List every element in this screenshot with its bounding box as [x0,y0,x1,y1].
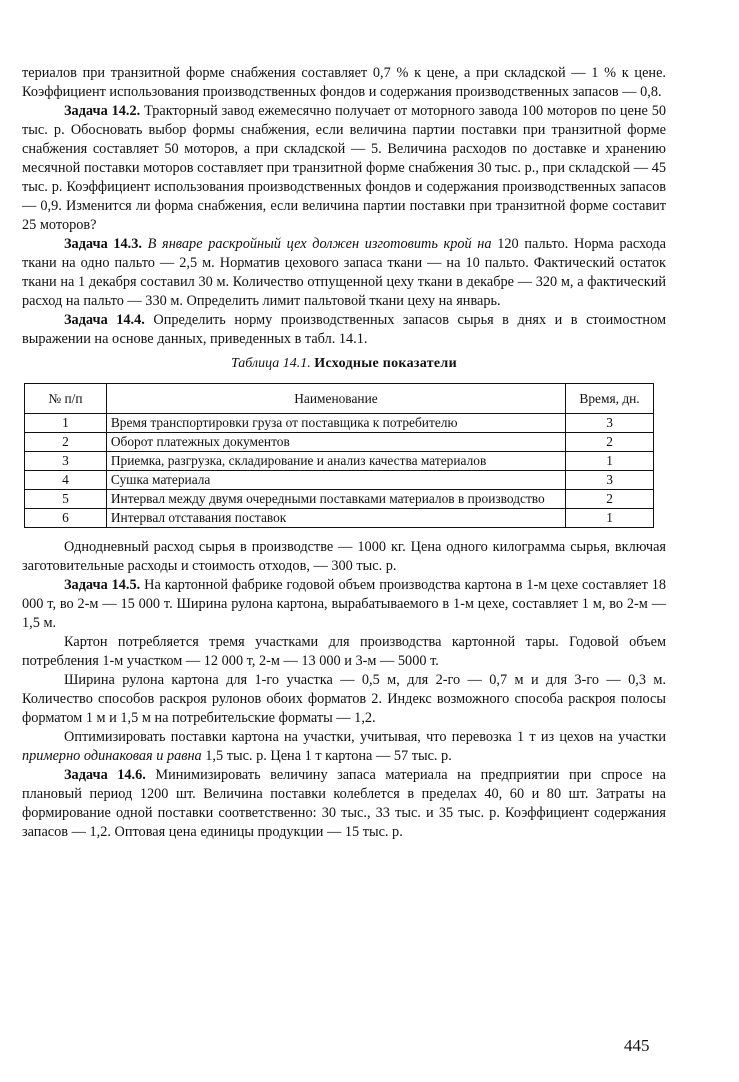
problem-label: Задача 14.4. [64,312,145,328]
problem-text: Минимизировать величину запаса материала на предприятии при спросе на плановый период 1200 шт. Величина поставки колеблется в пределах 40, 60 и 80 шт. Затраты на формирование одной поставки соответственно: 30 тыс., 33 тыс. и 35 тыс. р. Коэффициент содержания запасов — 1,2. Оптовая цена единицы продукции — 15 тыс. р. [22,767,666,840]
table-row [25,452,654,471]
table-row [25,490,654,509]
problem-14-5 [22,576,666,633]
cell-name: Интервал между двумя очередными поставками материалов в производство [106,490,565,509]
table-header-row [25,384,654,414]
cell-num: 2 [25,433,107,452]
problem-text: На картонной фабрике годовой объем производства картона в 1-м цехе составляет 18 000 т, во 2-м — 15 000 т. Ширина рулона картона, вырабатываемого в 1-м цехе, составляет 1 м, во 2-м — 1,5 м. [22,577,667,631]
problem-14-2 [22,102,666,235]
cell-time: 2 [566,490,654,509]
problem-text: 120 пальто. Норма расхода ткани на одно пальто — 2,5 м. Норматив цехового запаса ткани — на 10 пальто. Фактический остаток ткани на 1 декабря составил 30 м. Количество отпущенной цеху ткани в декабре — 320 м, а фактический расход на пальто — 330 м. Определить лимит пальтовой ткани цеху на январь. [22,236,666,309]
source-data-table [24,383,654,528]
page-number: 445 [624,1036,650,1055]
header-time: Время, дн. [566,384,654,414]
table-row [25,433,654,452]
problem-text: Определить норму производственных запасов сырья в днях и в стоимостном выражении на основе данных, приведенных в табл. 14.1. [22,312,667,347]
header-num: № п/п [25,384,107,414]
problem-14-4 [22,311,666,349]
problem-14-3 [22,235,666,311]
paragraph-daily-consumption: Однодневный расход сырья в производстве — 1000 кг. Цена одного килограмма сырья, включая заготовительные расходы и стоимость отходов, — 300 тыс. р. [22,539,666,574]
cell-name: Оборот платежных документов [106,433,565,452]
paragraph-cardboard-consumption: Картон потребляется тремя участками для производства картонной тары. Годовой объем потребления 1-м участком — 12 000 т, 2-м — 13 000 и 3-м — 5000 т. [22,634,666,669]
cell-time: 1 [566,509,654,528]
cell-name: Интервал отставания поставок [106,509,565,528]
paragraph-optimize: Оптимизировать поставки картона на участки, учитывая, что перевозка 1 т из цехов на участки примерно одинаковая и равна 1,5 тыс. р. Цена 1 т картона — 57 тыс. р. [22,729,666,764]
cell-num: 6 [25,509,107,528]
header-name: Наименование [106,384,565,414]
cell-name: Время транспортировки груза от поставщика к потребителю [106,414,565,433]
problem-text: Тракторный завод ежемесячно получает от моторного завода 100 моторов по цене 50 тыс. р. Обосновать выбор формы снабжения, если величина партии поставки при транзитной форме снабжения составляет 50 моторов, а при складской — 5. Величина расходов по доставке и хранению месячной поставки моторов составляет при транзитной форме снабжения 30 тыс. р., при складской — 45 тыс. р. Коэффициент использования производственных фондов и содержания производственных запасов — 0,9. Изменится ли форма снабжения, если величина партии поставки при транзитной форме составит 25 моторов? [22,103,666,233]
table-caption [22,354,666,373]
table-row [25,509,654,528]
problem-label: Задача 14.6. [64,767,146,783]
cell-time: 1 [566,452,654,471]
problem-label: Задача 14.5. [64,577,141,593]
paragraph-roll-width: Ширина рулона картона для 1-го участка — 0,5 м, для 2-го — 0,7 м и для 3-го — 0,3 м. Количество способов раскроя рулонов обоих форматов 2. Индекс возможного способа раскроя полосы форматом 1 м и 1,5 м на потребительские форматы — 1,2. [22,672,666,726]
table-caption-label: Таблица 14.1. [231,356,311,371]
cell-time: 3 [566,471,654,490]
cell-name: Сушка материала [106,471,565,490]
problem-italic-text: В январе раскройный цех должен изготовить крой на [147,236,492,252]
cell-name: Приемка, разгрузка, складирование и анализ качества материалов [106,452,565,471]
problem-14-6 [22,766,666,842]
cell-num: 4 [25,471,107,490]
table-row [25,471,654,490]
table-caption-title: Исходные показатели [314,356,457,371]
page-content [22,64,666,842]
cell-num: 3 [25,452,107,471]
table-row [25,414,654,433]
cell-time: 2 [566,433,654,452]
problem-label: Задача 14.2. [64,103,141,119]
paragraph-continuation: териалов при транзитной форме снабжения составляет 0,7 % к цене, а при складской — 1 % к цене. Коэффициент использования производственных фондов и содержания производственных запасов — 0,8. [22,65,666,100]
cell-num: 5 [25,490,107,509]
problem-label: Задача 14.3. [64,236,142,252]
cell-num: 1 [25,414,107,433]
cell-time: 3 [566,414,654,433]
italic-text: примерно одинаковая и равна [22,748,202,764]
